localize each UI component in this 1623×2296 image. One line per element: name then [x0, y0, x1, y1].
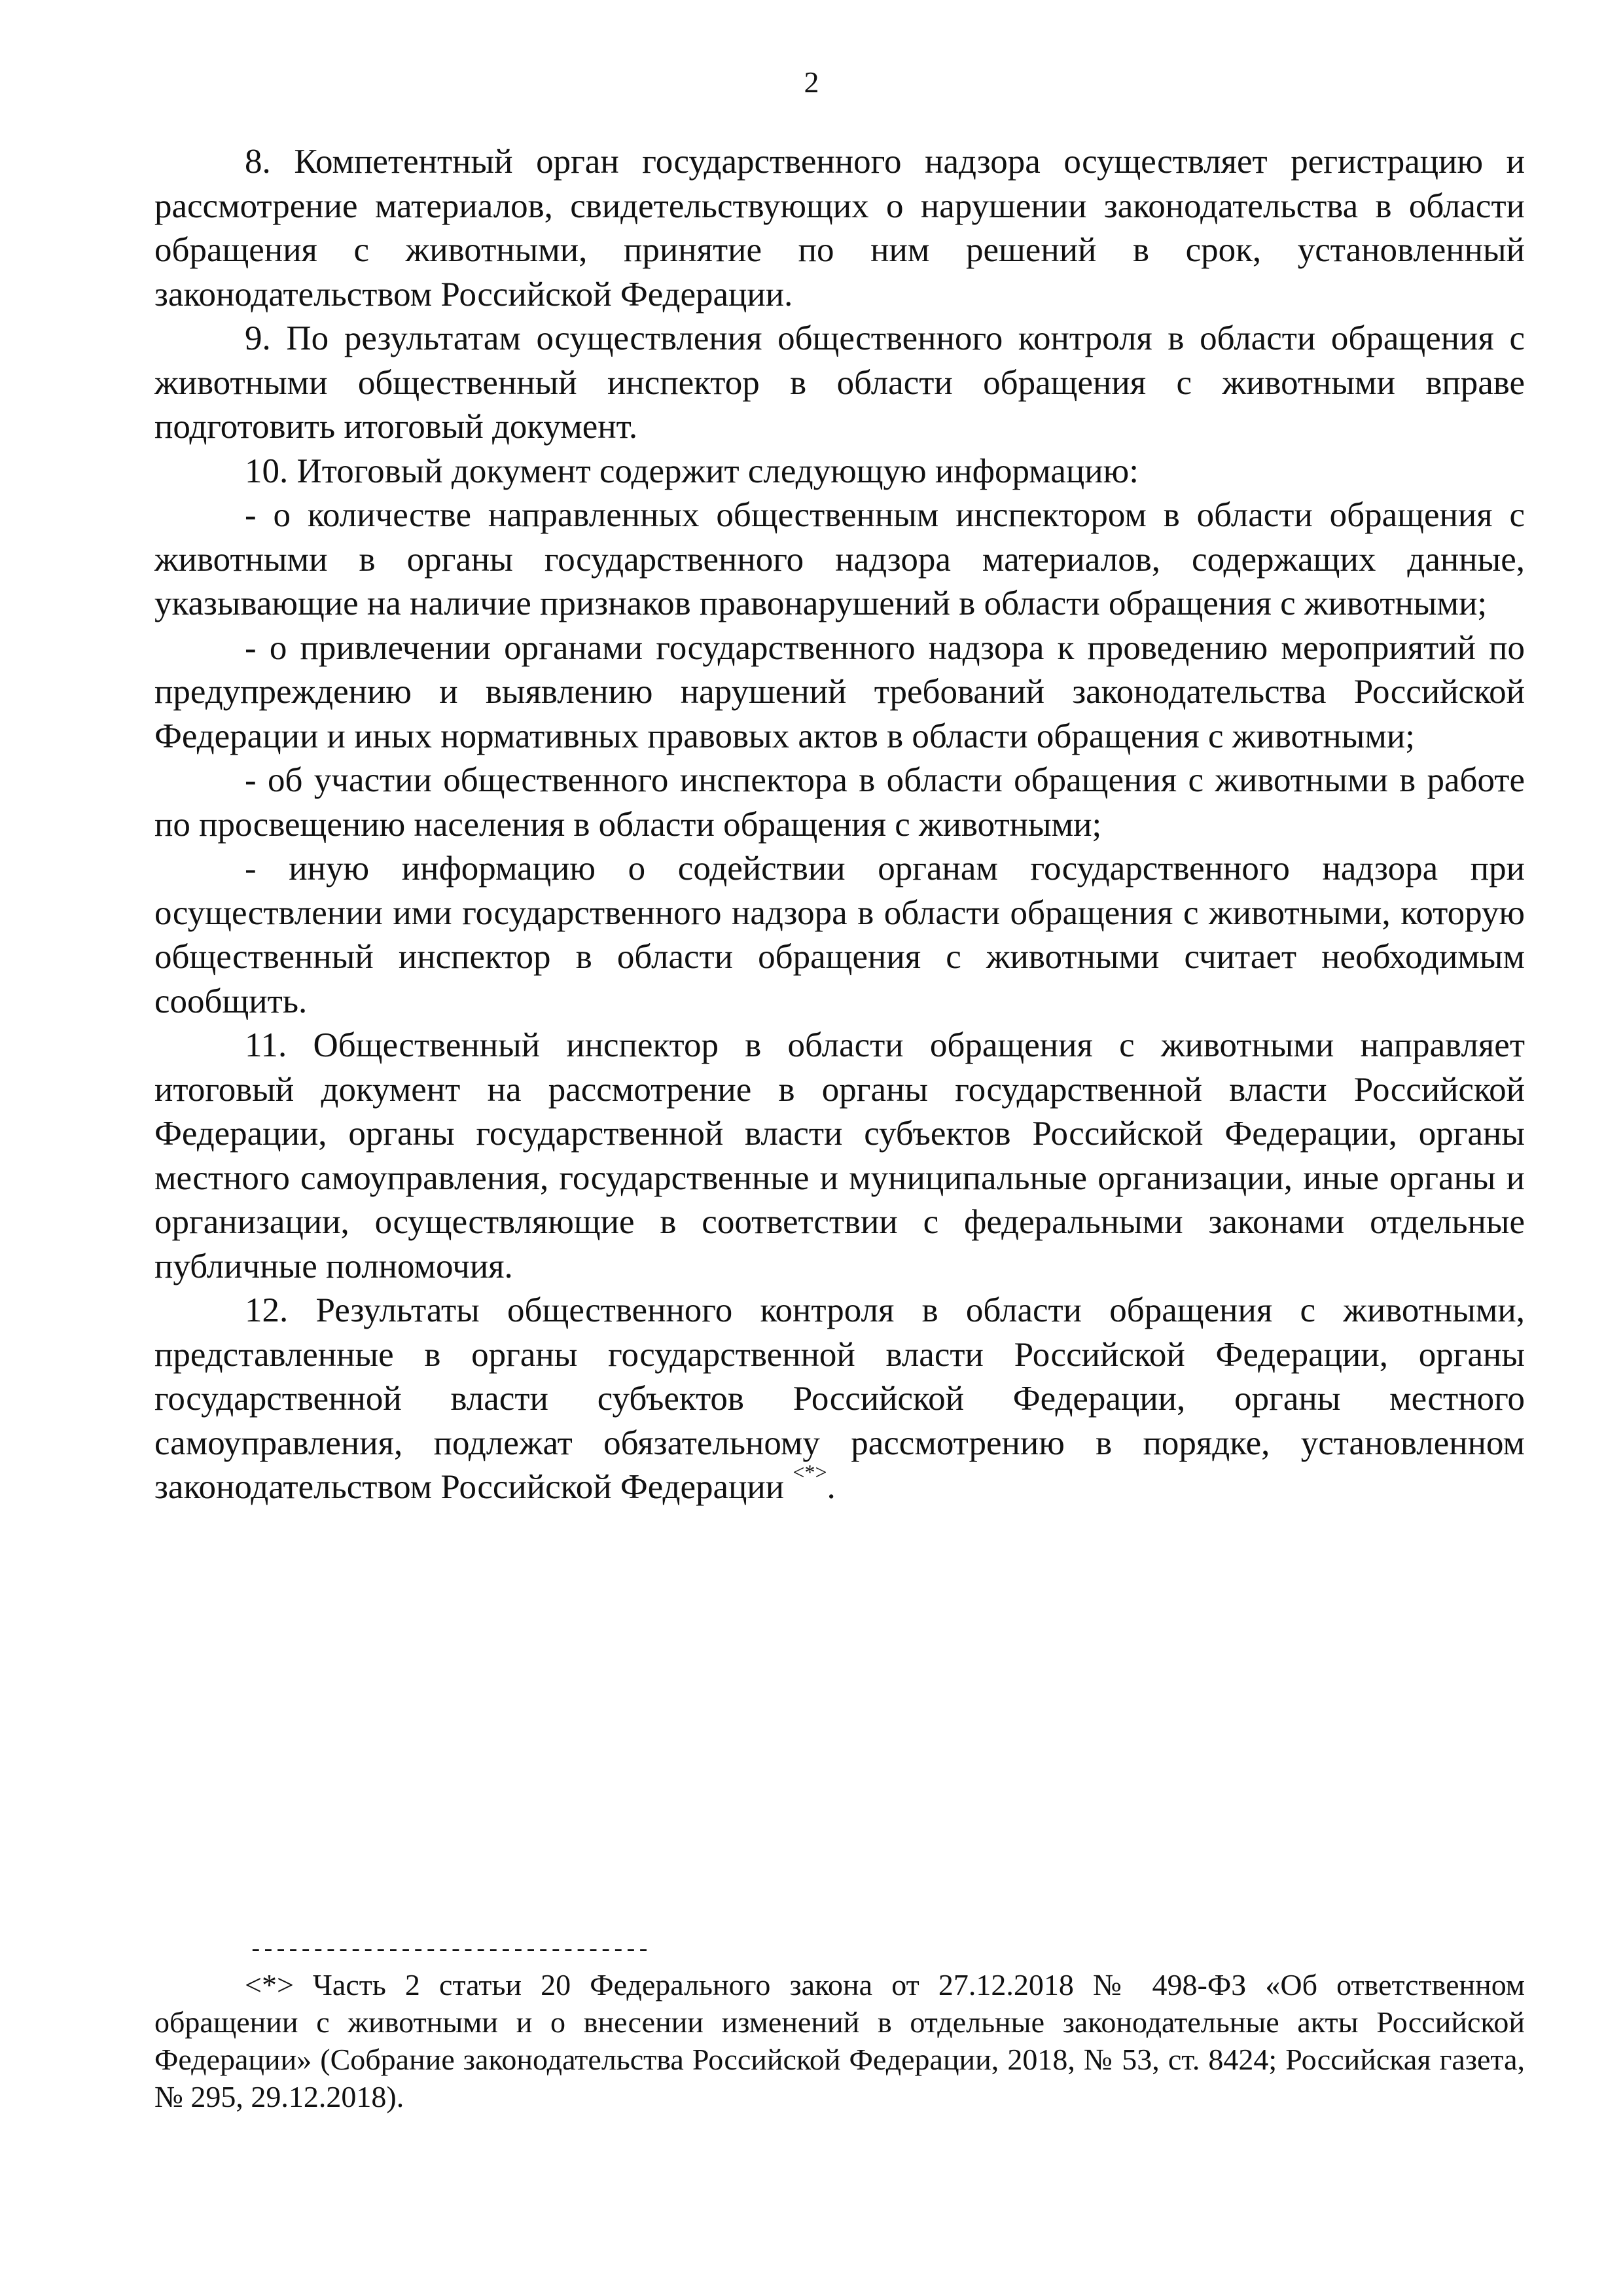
- final-period: .: [827, 1468, 836, 1506]
- list-item-supervision-involvement: - о привлечении органами государственного надзора к проведению мероприятий по предупреждению и выявлению нарушений требований законодательства Российской Федерации и иных нормативных правовых актов в области обращения с животными;: [154, 628, 1525, 755]
- list-item-education-participation: - об участии общественного инспектора в области обращения с животными в работе по просвещению населения в области обращения с животными;: [154, 761, 1525, 844]
- list-item-violations-materials: - о количестве направленных общественным инспектором в области обращения с животными в органы государственного надзора материалов, содержащих данные, указывающие на наличие признаков правонарушений в области обращения с животными;: [154, 496, 1525, 622]
- document-body: [154, 140, 1525, 1510]
- footnote-separator: --------------------------------: [249, 1937, 649, 1964]
- paragraph-9: 9. По результатам осуществления общественного контроля в области обращения с животными общественный инспектор в области обращения с животными вправе подготовить итоговый документ.: [154, 319, 1525, 446]
- footnote-text: <*> Часть 2 статьи 20 Федерального закона от 27.12.2018 № 498-ФЗ «Об ответственном обращении с животными и о внесении изменений в отдельные законодательные акты Российской Федерации» (Собрание законодательства Российской Федерации, 2018, № 53, ст. 8424; Российская газета, № 295, 29.12.2018).: [154, 1968, 1525, 2113]
- list-item-other-information: - иную информацию о содействии органам государственного надзора при осуществлении ими государственного надзора в области обращения с животными, которую общественный инспектор в области обращения с животными считает необходимым сообщить.: [154, 850, 1525, 1020]
- paragraph-11: 11. Общественный инспектор в области обращения с животными направляет итоговый документ на рассмотрение в органы государственной власти Российской Федерации, органы государственной власти субъектов Российской Федерации, органы местного самоуправления, государственные и муниципальные организации, иные органы и организации, осуществляющие в соответствии с федеральными законами отдельные публичные полномочия.: [154, 1026, 1525, 1285]
- paragraph-10: 10. Итоговый документ содержит следующую информацию:: [245, 452, 1139, 490]
- footnote-marker: <*>: [793, 1460, 827, 1484]
- paragraph-8: 8. Компетентный орган государственного надзора осуществляет регистрацию и рассмотрение материалов, свидетельствующих о нарушении законодательства в области обращения с животными, принятие по ним решений в срок, установленный законодательством Российской Федерации.: [154, 143, 1525, 314]
- paragraph-12-text: 12. Результаты общественного контроля в области обращения с животными, представленные в органы государственной власти Российской Федерации, органы государственной власти субъектов Российской Федерации, органы местного самоуправления, подлежат обязательному рассмотрению в порядке, установленном законодательством Российской Федерации: [154, 1291, 1525, 1506]
- paragraph-12: [154, 1289, 1525, 1510]
- page-number: 2: [804, 65, 819, 99]
